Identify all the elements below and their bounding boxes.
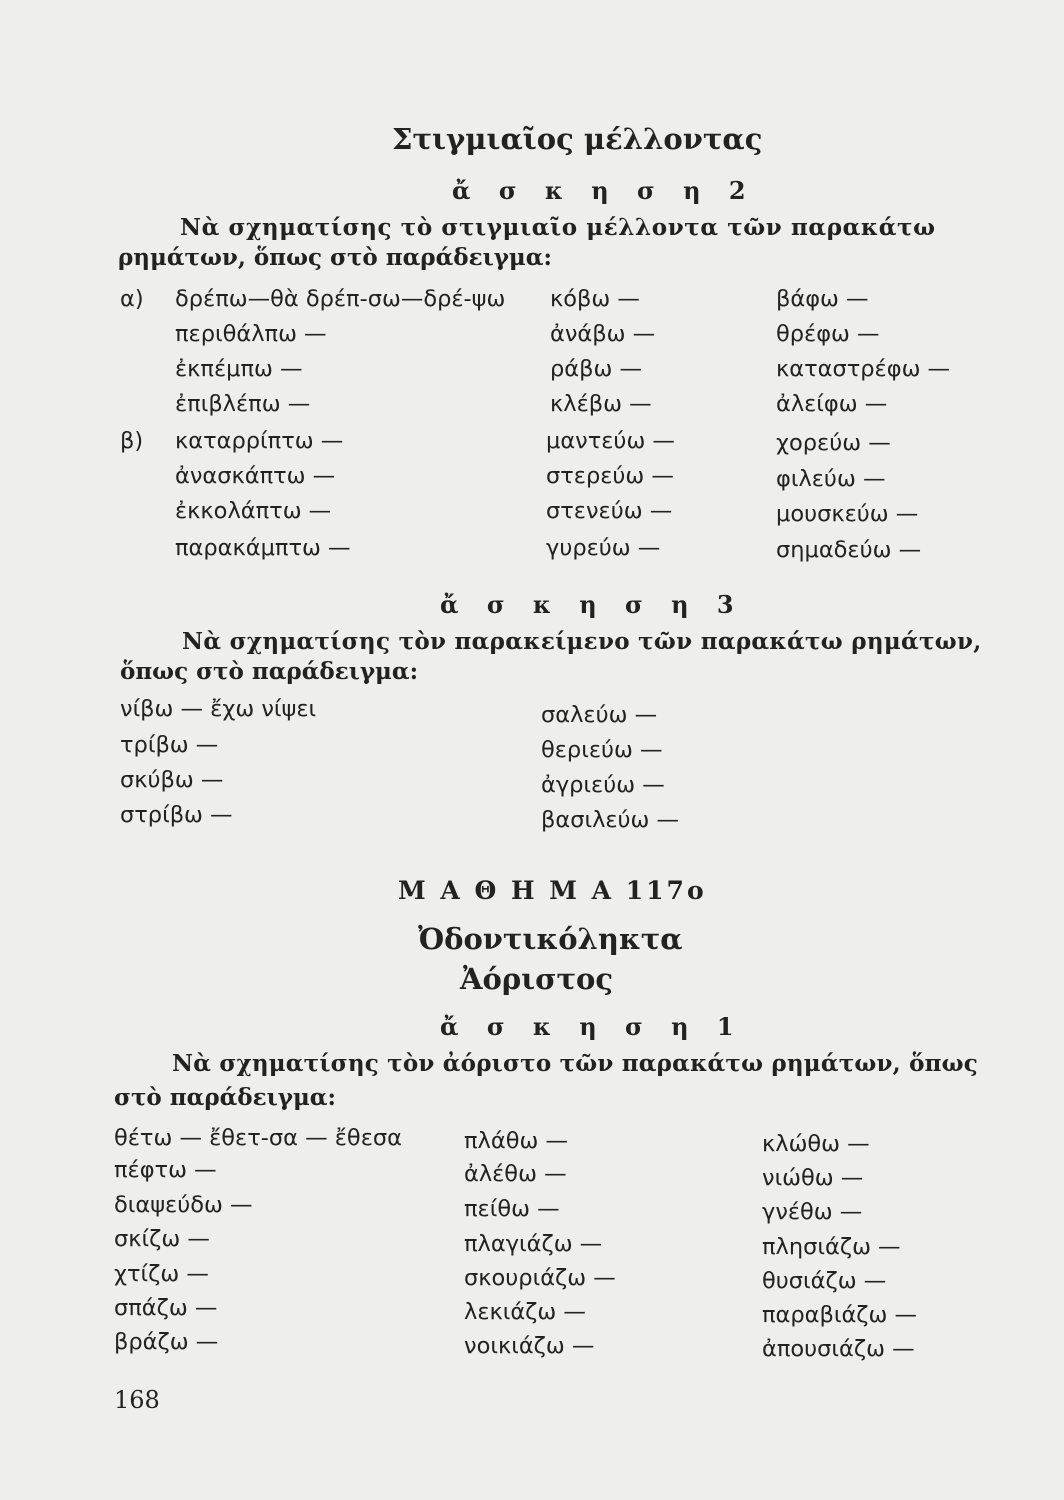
verb-item: περιθάλπω —	[175, 321, 327, 347]
instruction-line: Νὰ σχηματίσης τὸ στιγμιαῖο μέλλοντα τῶν παρακάτω	[180, 214, 936, 241]
verb-item: θυσιάζω —	[762, 1268, 887, 1294]
verb-item: τρίβω —	[120, 732, 219, 758]
verb-item: στενεύω —	[546, 498, 673, 524]
verb-item: σκίζω —	[114, 1226, 210, 1252]
verb-item: νοικιάζω —	[464, 1333, 595, 1359]
verb-item: νίβω — ἔχω νίψει	[120, 696, 317, 722]
verb-item: ἀγριεύω —	[541, 772, 665, 798]
verb-item: κόβω —	[550, 286, 640, 312]
verb-item: στερεύω —	[546, 463, 674, 489]
verb-item: θεριεύω —	[541, 737, 663, 763]
verb-item: χτίζω —	[114, 1261, 209, 1287]
verb-item: ἐκκολάπτω —	[175, 498, 332, 524]
verb-item: θέτω — ἔθετ-σα — ἔθεσα	[114, 1125, 402, 1151]
verb-item: σκουριάζω —	[464, 1265, 616, 1291]
lesson-subtitle: Ὀδοντικόληκτα	[418, 922, 683, 956]
verb-item: πλησιάζω —	[762, 1234, 901, 1260]
verb-item: ἐκπέμπω —	[175, 356, 303, 382]
verb-item: σημαδεύω —	[776, 537, 922, 563]
verb-item: κλώθω —	[762, 1131, 870, 1157]
verb-item: ἀλέθω —	[464, 1161, 567, 1187]
exercise-heading: ἄ σ κ η σ η 2	[452, 176, 756, 205]
page-number: 168	[114, 1386, 160, 1414]
verb-item: σαλεύω —	[541, 702, 658, 728]
verb-item: κλέβω —	[550, 391, 652, 417]
instruction-line: ρημάτων, ὅπως στὸ παράδειγμα:	[118, 244, 552, 271]
subitem-marker: β)	[120, 428, 144, 454]
verb-item: σκύβω —	[120, 767, 224, 793]
instruction-line: Νὰ σχηματίσης τὸν παρακείμενο τῶν παρακάτω ρημάτων,	[182, 628, 982, 655]
verb-item: καταστρέφω —	[776, 356, 951, 382]
verb-item: ἀνασκάπτω —	[175, 463, 336, 489]
verb-item: δρέπω—θὰ δρέπ-σω—δρέ-ψω	[175, 286, 506, 312]
exercise-heading: ἄ σ κ η σ η 3	[440, 590, 744, 619]
instruction-line: στὸ παράδειγμα:	[114, 1084, 336, 1111]
verb-item: ἀλείφω —	[776, 391, 888, 417]
instruction-line: Νὰ σχηματίσης τὸν ἀόριστο τῶν παρακάτω ρημάτων, ὅπως	[172, 1050, 978, 1077]
verb-item: ἀπουσιάζω —	[762, 1336, 915, 1362]
verb-item: πλαγιάζω —	[464, 1231, 603, 1257]
verb-item: στρίβω —	[120, 802, 233, 828]
verb-item: θρέφω —	[776, 321, 880, 347]
lesson-subtitle: Ἀόριστος	[460, 962, 614, 996]
exercise-heading: ἄ σ κ η σ η 1	[440, 1012, 744, 1041]
verb-item: βασιλεύω —	[541, 807, 680, 833]
lesson-label: Μ Α Θ Η Μ Α 117ο	[398, 876, 707, 905]
verb-item: λεκιάζω —	[464, 1299, 586, 1325]
verb-item: παραβιάζω —	[762, 1302, 918, 1328]
verb-item: γνέθω —	[762, 1199, 863, 1225]
verb-item: παρακάμπτω —	[175, 535, 351, 561]
verb-item: ἐπιβλέπω —	[175, 391, 311, 417]
verb-item: γυρεύω —	[546, 535, 661, 561]
verb-item: καταρρίπτω —	[175, 428, 344, 454]
verb-item: ἀνάβω —	[550, 321, 656, 347]
verb-item: φιλεύω —	[776, 466, 886, 492]
verb-item: πείθω —	[464, 1196, 560, 1222]
verb-item: μαντεύω —	[546, 428, 675, 454]
verb-item: μουσκεύω —	[776, 501, 919, 527]
section-title: Στιγμιαῖος μέλλοντας	[392, 122, 763, 156]
subitem-marker: α)	[120, 286, 144, 312]
verb-item: πέφτω —	[114, 1157, 217, 1183]
verb-item: διαψεύδω —	[114, 1192, 253, 1218]
instruction-line: ὅπως στὸ παράδειγμα:	[120, 658, 419, 685]
verb-item: σπάζω —	[114, 1295, 218, 1321]
verb-item: βράζω —	[114, 1329, 219, 1355]
verb-item: βάφω —	[776, 286, 869, 312]
verb-item: πλάθω —	[464, 1128, 568, 1154]
verb-item: ράβω —	[550, 356, 642, 382]
verb-item: νιώθω —	[762, 1165, 864, 1191]
verb-item: χορεύω —	[776, 430, 891, 456]
